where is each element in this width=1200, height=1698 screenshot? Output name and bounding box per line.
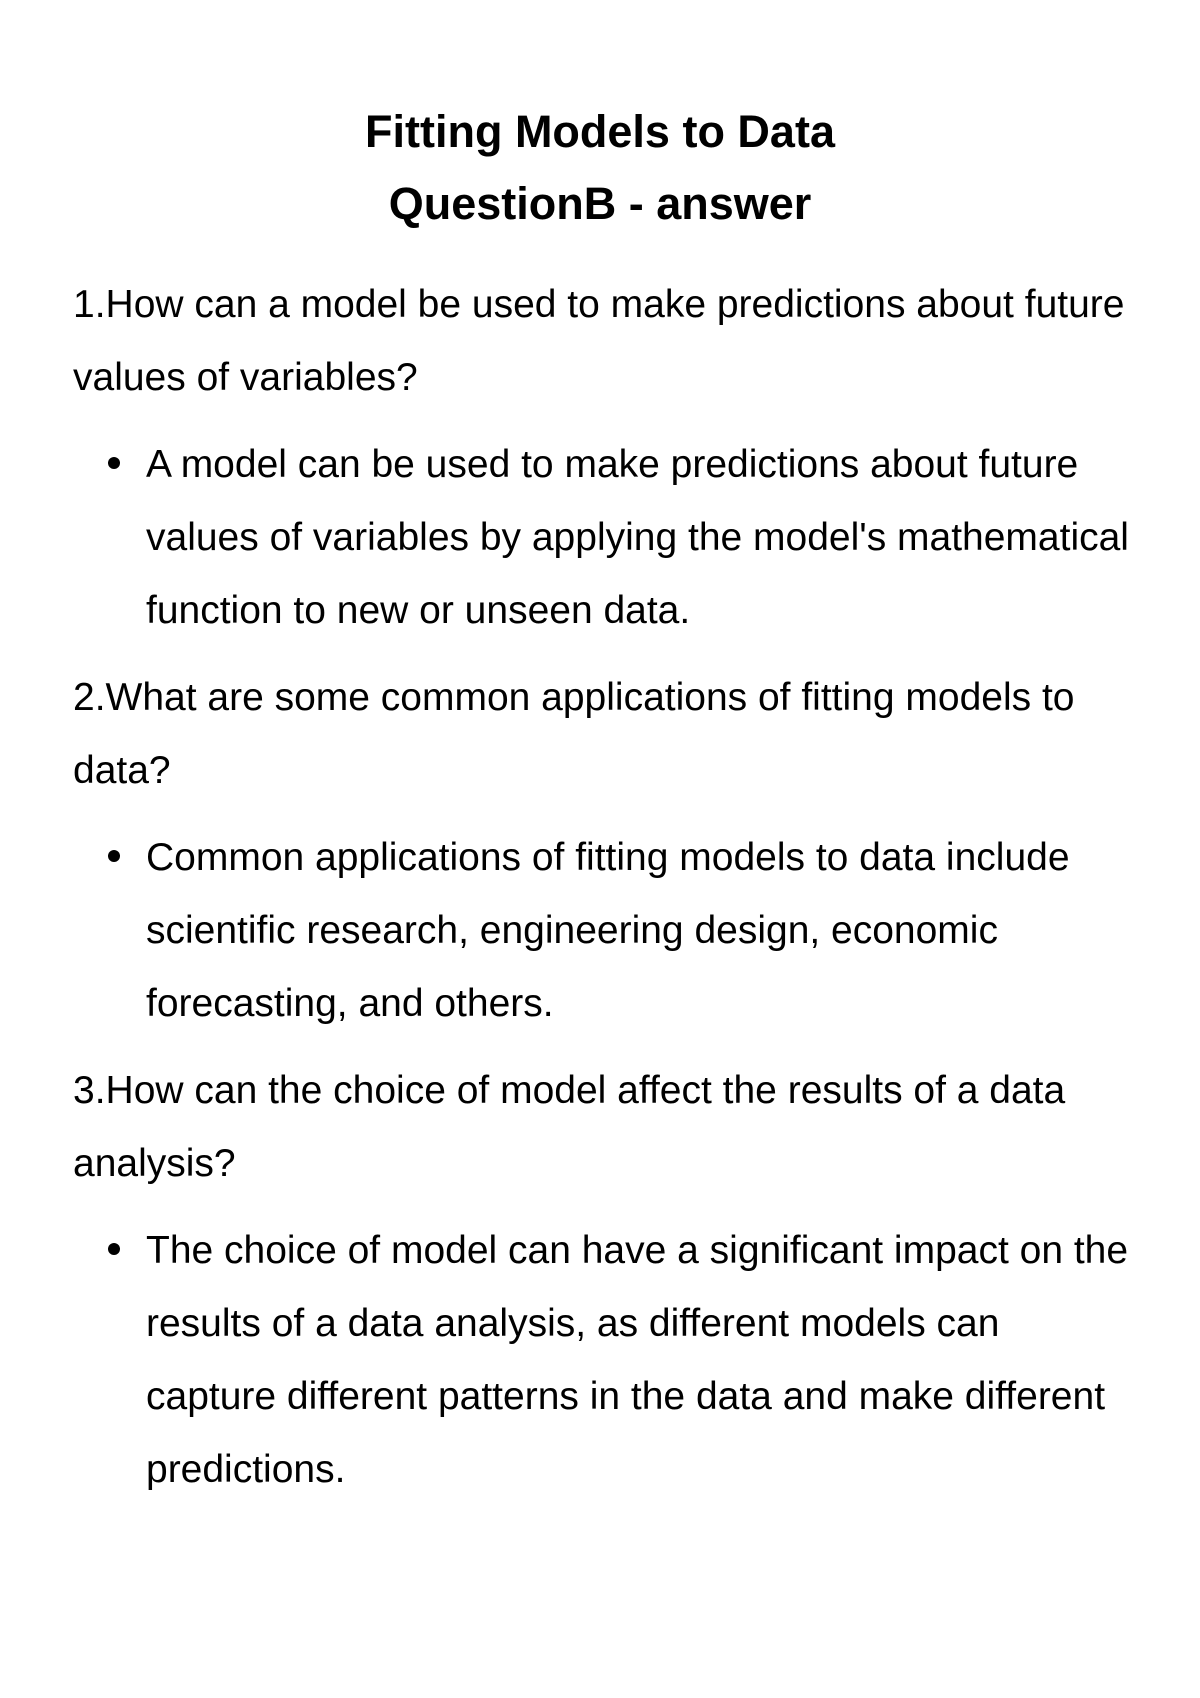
bullet-icon <box>108 457 120 469</box>
bullet-icon <box>108 850 120 862</box>
answer-list-1 <box>73 428 1133 647</box>
answer-3 <box>146 1214 1133 1506</box>
question-3: 3.How can the choice of model affect the results of a data analysis? <box>73 1069 1066 1185</box>
question-1: 1.How can a model be used to make predictions about future values of variables? <box>73 283 1125 399</box>
qa-content <box>73 268 1133 1520</box>
answer-1-text: A model can be used to make predictions about future values of variables by applying the model's mathematical function to new or unseen data. <box>146 443 1129 632</box>
answer-1 <box>146 428 1133 647</box>
title-block <box>0 96 1200 240</box>
page-subtitle: QuestionB - answer <box>388 178 812 229</box>
answer-2 <box>146 821 1133 1040</box>
page-title: Fitting Models to Data <box>365 106 835 157</box>
question-2: 2.What are some common applications of fitting models to data? <box>73 676 1075 792</box>
bullet-icon <box>108 1243 120 1255</box>
answer-2-text: Common applications of fitting models to data include scientific research, engineering design, economic forecasting, and others. <box>146 836 1070 1025</box>
answer-list-3 <box>73 1214 1133 1506</box>
answer-list-2 <box>73 821 1133 1040</box>
answer-3-text: The choice of model can have a significant impact on the results of a data analysis, as different models can capture different patterns in the data and make different predictions. <box>146 1229 1129 1491</box>
